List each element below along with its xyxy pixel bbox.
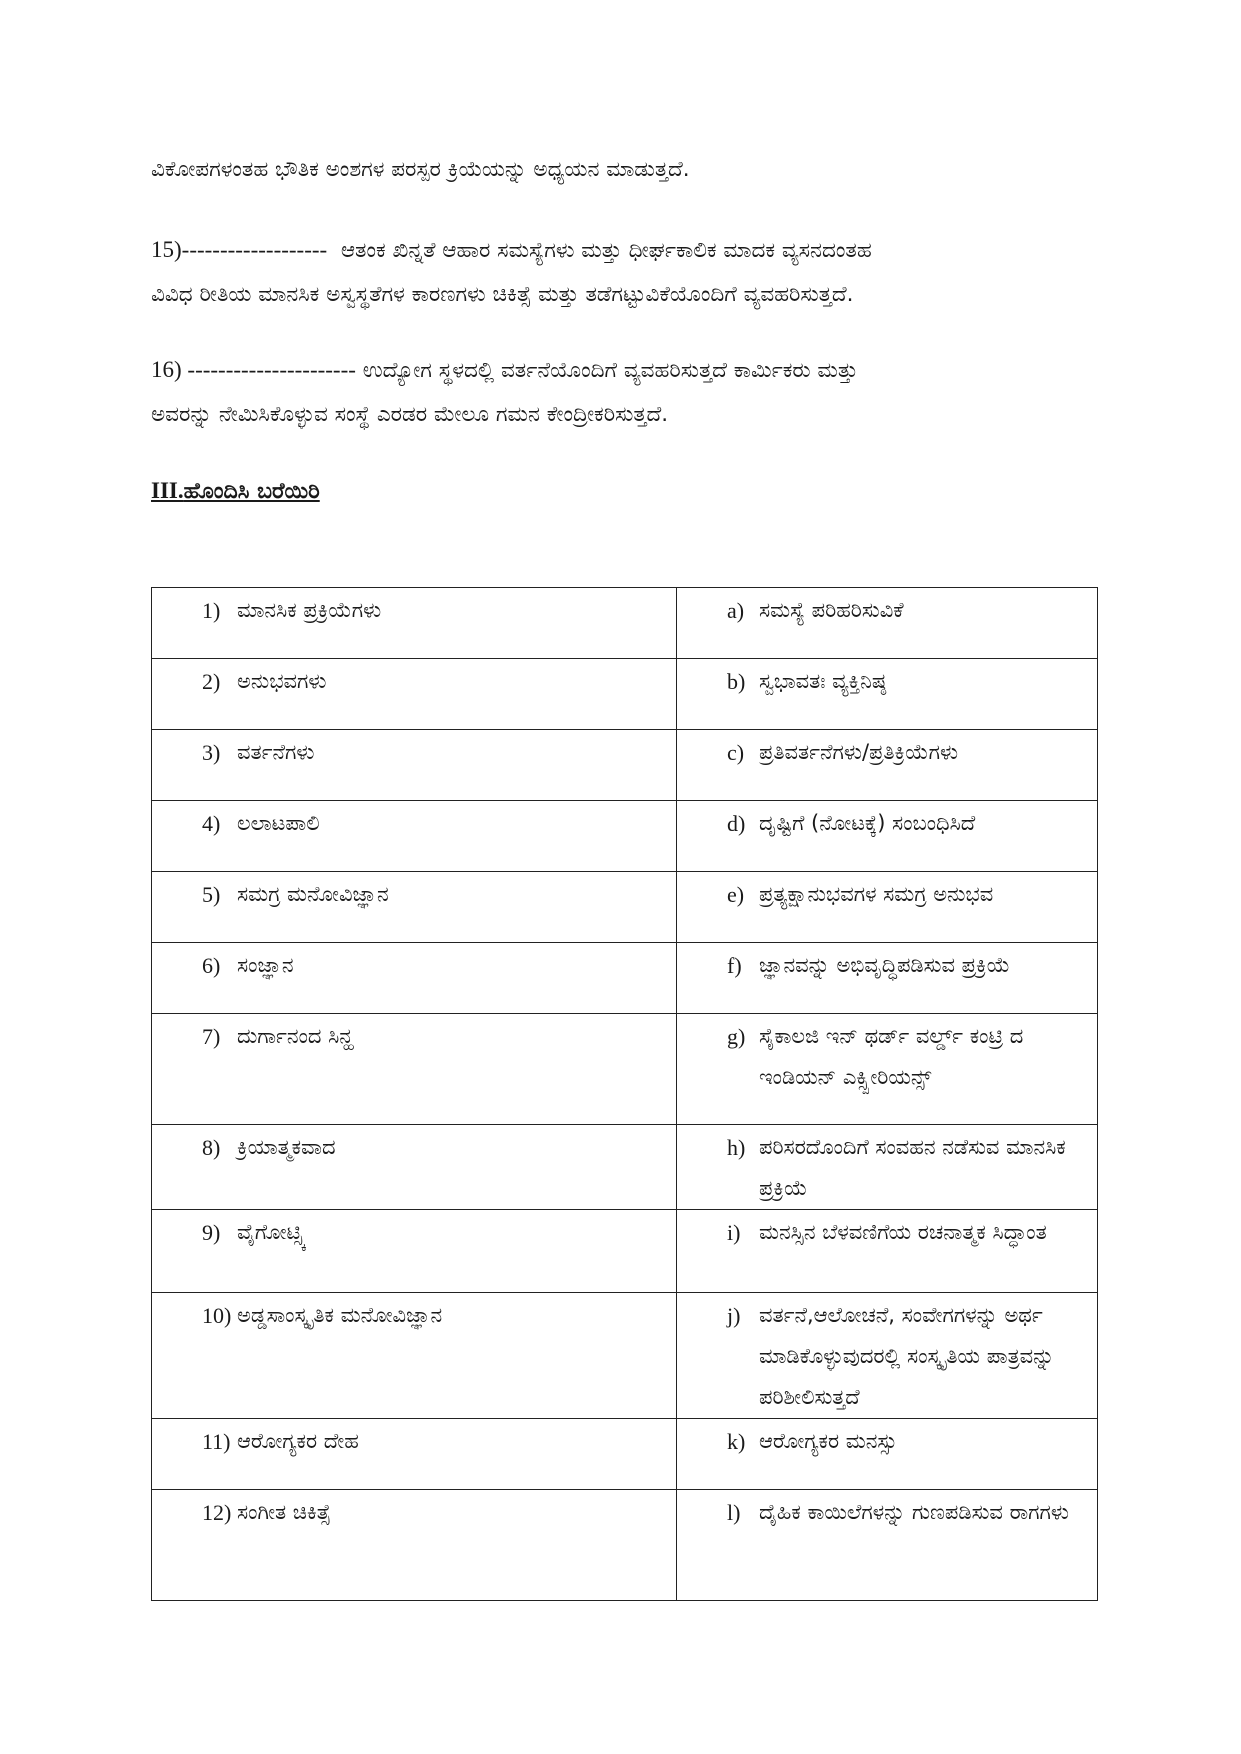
- left-term: ವರ್ತನೆಗಳು: [237, 740, 315, 764]
- left-cell: [152, 943, 677, 1014]
- right-letter: k): [727, 1429, 746, 1454]
- left-term: ಸಮಗ್ರ ಮನೋವಿಜ್ಞಾನ: [237, 882, 389, 906]
- right-cell: [677, 1293, 1098, 1419]
- left-cell: [152, 659, 677, 730]
- right-term: ಪ್ರತ್ಯಕ್ಷಾನುಭವಗಳ ಸಮಗ್ರ ಅನುಭವ: [759, 882, 994, 906]
- left-number: 11): [202, 1429, 231, 1454]
- right-term: ಸೈಕಾಲಜಿ ಇನ್ ಥರ್ಡ್ ವರ್ಲ್ಡ್ ಕಂಟ್ರಿ ದ ಇಂಡಿಯನ್ ಎಕ್ಸ್ಪೀರಿಯನ್ಸ್: [759, 1024, 1024, 1089]
- right-cell: [677, 588, 1098, 659]
- left-cell: [152, 1210, 677, 1293]
- left-term: ಅನುಭವಗಳು: [237, 669, 327, 693]
- right-letter: e): [727, 882, 745, 907]
- right-term: ಮನಸ್ಸಿನ ಬೆಳವಣಿಗೆಯ ರಚನಾತ್ಮಕ ಸಿದ್ಧಾಂತ: [759, 1220, 1047, 1244]
- right-cell: [677, 1490, 1098, 1601]
- right-cell: [677, 872, 1098, 943]
- question-number-16: 16) ----------------------: [151, 357, 356, 382]
- left-term: ಕ್ರಿಯಾತ್ಮಕವಾದ: [237, 1135, 336, 1159]
- right-cell: [677, 659, 1098, 730]
- left-cell: [152, 1293, 677, 1419]
- right-letter: c): [727, 740, 745, 765]
- right-letter: h): [727, 1135, 746, 1160]
- right-letter: a): [727, 598, 745, 623]
- left-cell: [152, 1125, 677, 1210]
- right-letter: f): [727, 953, 742, 978]
- left-number: 9): [202, 1220, 221, 1245]
- right-cell: [677, 1210, 1098, 1293]
- left-cell: [152, 1419, 677, 1490]
- right-cell: [677, 1125, 1098, 1210]
- left-term: ಅಡ್ಡಸಾಂಸ್ಕೃತಿಕ ಮನೋವಿಜ್ಞಾನ: [237, 1303, 443, 1327]
- table-row: [152, 730, 1098, 801]
- right-term: ದೃಷ್ಟಿಗೆ (ನೋಟಕ್ಕೆ) ಸಂಬಂಧಿಸಿದೆ: [759, 811, 976, 835]
- left-cell: [152, 872, 677, 943]
- right-term: ಪ್ರತಿವರ್ತನೆಗಳು/ಪ್ರತಿಕ್ರಿಯೆಗಳು: [759, 740, 959, 764]
- table-row: [152, 1210, 1098, 1293]
- right-letter: i): [727, 1220, 741, 1245]
- left-number: 10): [202, 1303, 232, 1328]
- right-letter: j): [727, 1303, 741, 1328]
- question-number-15: 15)-------------------: [151, 237, 328, 262]
- left-term: ಲಲಾಟಪಾಲಿ: [237, 811, 320, 835]
- right-letter: d): [727, 811, 746, 836]
- right-cell: [677, 943, 1098, 1014]
- right-cell: [677, 1014, 1098, 1125]
- left-cell: [152, 588, 677, 659]
- left-number: 6): [202, 953, 221, 978]
- section-heading: III.ಹೊಂದಿಸಿ ಬರೆಯಿರಿ: [151, 478, 320, 504]
- table-row: [152, 801, 1098, 872]
- right-cell: [677, 730, 1098, 801]
- right-term: ಜ್ಞಾನವನ್ನು ಅಭಿವೃದ್ಧಿಪಡಿಸುವ ಪ್ರಕ್ರಿಯೆ: [759, 953, 1011, 977]
- left-term: ದುರ್ಗಾನಂದ ಸಿನ್ಹ: [237, 1024, 354, 1048]
- right-term: ಸಮಸ್ಯೆ ಪರಿಹರಿಸುವಿಕೆ: [759, 598, 904, 622]
- table-row: [152, 659, 1098, 730]
- left-term: ಸಂಜ್ಞಾನ: [237, 953, 294, 977]
- matching-table: [151, 587, 1098, 1601]
- table-row: [152, 1490, 1098, 1601]
- left-cell: [152, 1014, 677, 1125]
- right-term: ಆರೋಗ್ಯಕರ ಮನಸ್ಸು: [759, 1429, 898, 1453]
- right-cell: [677, 801, 1098, 872]
- left-term: ಆರೋಗ್ಯಕರ ದೇಹ: [237, 1429, 359, 1453]
- left-number: 5): [202, 882, 221, 907]
- left-term: ವೈಗೋಟ್ಸ್ಕಿ: [237, 1220, 306, 1244]
- paragraph-14-tail: ವಿಕೋಪಗಳಂತಹ ಭೌತಿಕ ಅಂಶಗಳ ಪರಸ್ಪರ ಕ್ರಿಯೆಯನ್ನು ಅಧ್ಯಯನ ಮಾಡುತ್ತದೆ.: [151, 157, 690, 182]
- left-number: 3): [202, 740, 221, 765]
- table-row: [152, 588, 1098, 659]
- right-letter: g): [727, 1024, 746, 1049]
- left-term: ಮಾನಸಿಕ ಪ್ರಕ್ರಿಯೆಗಳು: [237, 598, 382, 622]
- left-cell: [152, 801, 677, 872]
- right-letter: b): [727, 669, 746, 694]
- table-row: [152, 943, 1098, 1014]
- right-term: ವರ್ತನೆ,ಆಲೋಚನೆ, ಸಂವೇಗಗಳನ್ನು ಅರ್ಥ ಮಾಡಿಕೊಳ್ಳುವುದರಲ್ಲಿ ಸಂಸ್ಕೃತಿಯ ಪಾತ್ರವನ್ನು ಪರಿಶೀಲಿಸುತ್ತದೆ: [759, 1303, 1055, 1409]
- paragraph-15: 15)------------------- ಆತಂಕ ಖಿನ್ನತೆ ಆಹಾರ ಸಮಸ್ಯೆಗಳು ಮತ್ತು ಧೀರ್ಘಕಾಲಿಕ ಮಾದಕ ವ್ಯಸನದಂತಹ ವಿವಿಧ ರೀತಿಯ ಮಾನಸಿಕ ಅಸ್ವಸ್ಥತೆಗಳ ಕಾರಣಗಳು ಚಿಕಿತ್ಸೆ ಮತ್ತು ತಡೆಗಟ್ಟುವಿಕೆಯೊಂದಿಗೆ ವ್ಯವಹರಿಸುತ್ತದೆ.: [151, 237, 872, 307]
- left-term: ಸಂಗೀತ ಚಿಕಿತ್ಸೆ: [237, 1500, 331, 1524]
- paragraph-16: 16) ---------------------- ಉದ್ಯೋಗ ಸ್ಥಳದಲ್ಲಿ ವರ್ತನೆಯೊಂದಿಗೆ ವ್ಯವಹರಿಸುತ್ತದೆ ಕಾರ್ಮಿಕರು ಮತ್ತು ಅವರನ್ನು ನೇಮಿಸಿಕೊಳ್ಳುವ ಸಂಸ್ಥೆ ಎರಡರ ಮೇಲೂ ಗಮನ ಕೇಂದ್ರೀಕರಿಸುತ್ತದೆ.: [151, 357, 858, 427]
- left-number: 7): [202, 1024, 221, 1049]
- left-number: 12): [202, 1500, 232, 1525]
- left-cell: [152, 730, 677, 801]
- right-cell: [677, 1419, 1098, 1490]
- left-number: 8): [202, 1135, 221, 1160]
- table-row: [152, 872, 1098, 943]
- right-letter: l): [727, 1500, 741, 1525]
- left-number: 4): [202, 811, 221, 836]
- table-row: [152, 1014, 1098, 1125]
- left-number: 1): [202, 598, 221, 623]
- left-cell: [152, 1490, 677, 1601]
- right-term: ಪರಿಸರದೊಂದಿಗೆ ಸಂವಹನ ನಡೆಸುವ ಮಾನಸಿಕ ಪ್ರಕ್ರಿಯೆ: [759, 1135, 1066, 1200]
- left-number: 2): [202, 669, 221, 694]
- right-term: ದೈಹಿಕ ಕಾಯಿಲೆಗಳನ್ನು ಗುಣಪಡಿಸುವ ರಾಗಗಳು: [759, 1500, 1069, 1524]
- table-row: [152, 1293, 1098, 1419]
- table-row: [152, 1419, 1098, 1490]
- right-term: ಸ್ವಭಾವತಃ ವ್ಯಕ್ತಿನಿಷ್ಠ: [759, 669, 887, 693]
- table-row: [152, 1125, 1098, 1210]
